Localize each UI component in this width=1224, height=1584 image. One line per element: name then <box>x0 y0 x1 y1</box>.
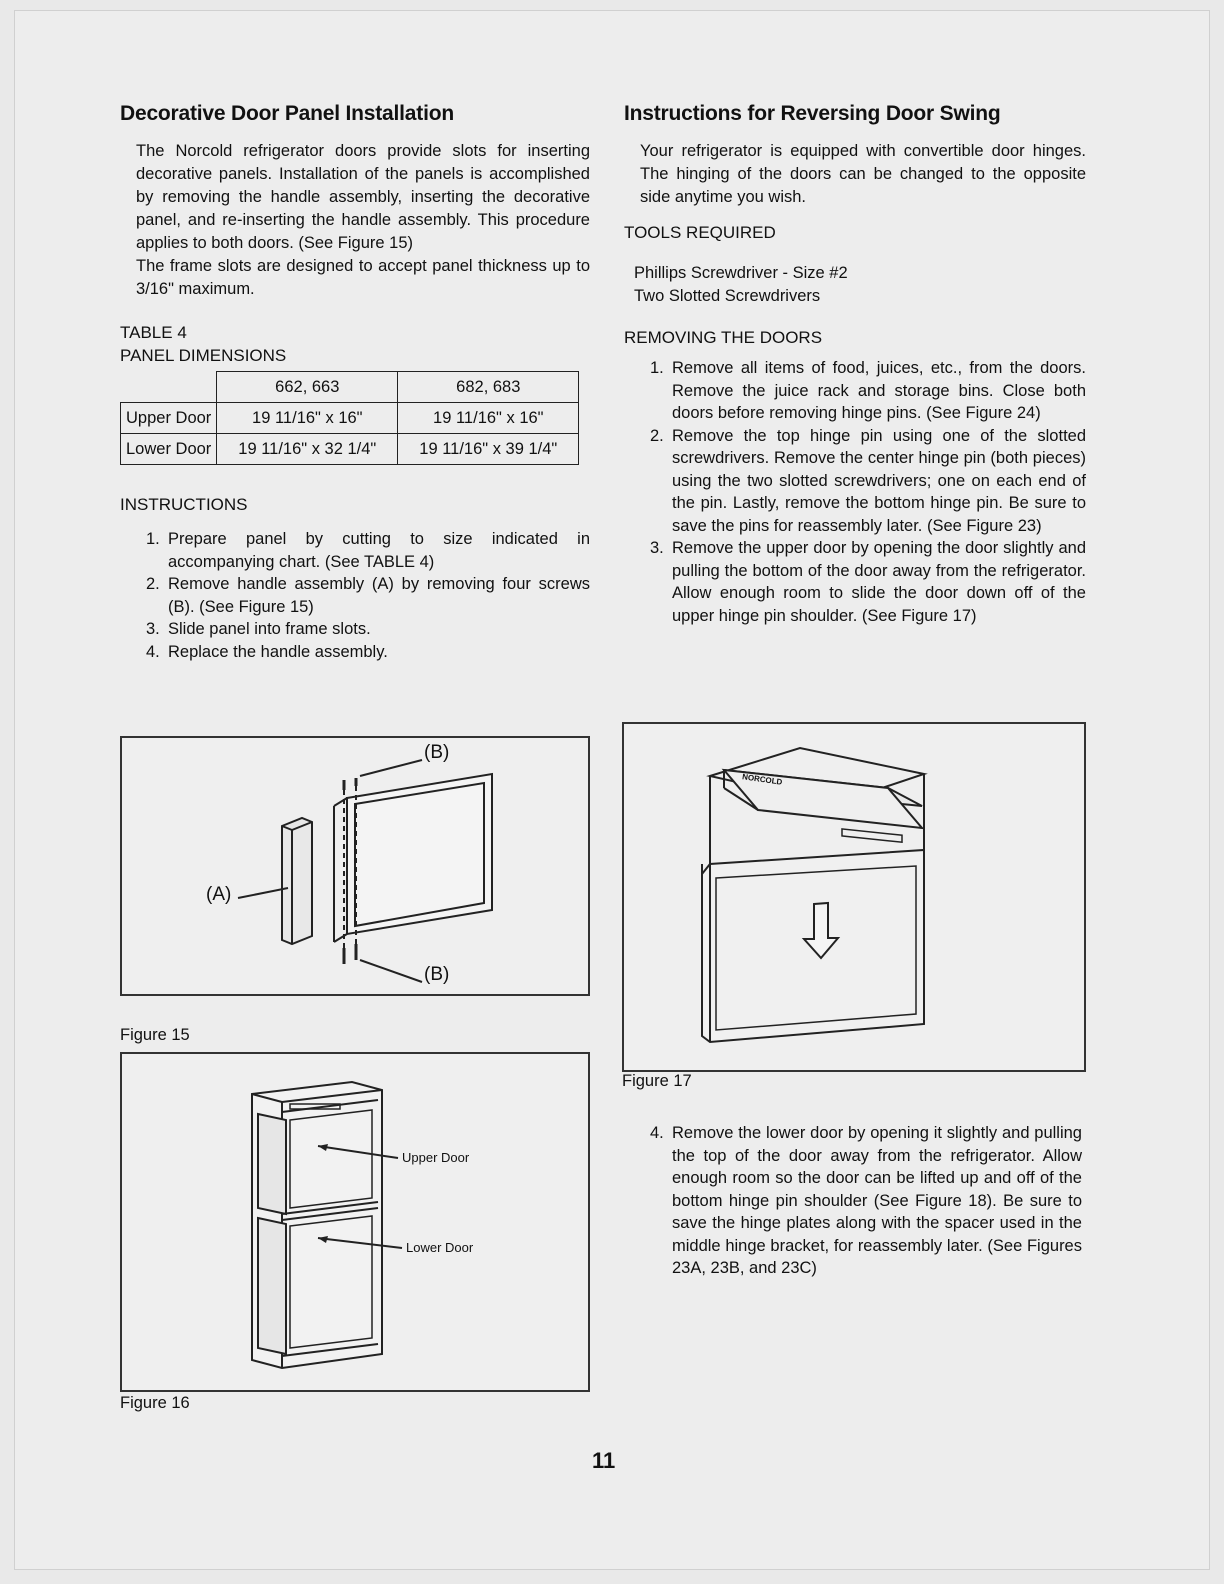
step-number: 1. <box>650 359 664 377</box>
list-item: Two Slotted Screwdrivers <box>634 287 821 305</box>
removing-doors-heading: REMOVING THE DOORS <box>624 328 823 347</box>
reversing-intro: Your refrigerator is equipped with convertible door hinges. The hinging of the doors can be changed to the opposite side anytime you wish. <box>640 142 1086 206</box>
left-column <box>120 102 590 663</box>
figure-17-caption: Figure 17 <box>622 1072 692 1090</box>
frame-note: The frame slots are designed to accept panel thickness up to 3/16" maximum. <box>136 257 590 298</box>
table-corner-cell <box>121 372 217 403</box>
step-text: Slide panel into frame slots. <box>168 620 371 638</box>
table-row-label: Lower Door <box>121 434 217 465</box>
figure-label-a: (A) <box>206 884 232 905</box>
tools-list <box>624 262 1086 308</box>
right-column <box>624 102 1086 627</box>
table-row-label: Upper Door <box>121 403 217 434</box>
step-text: Prepare panel by cutting to size indicated in accompanying chart. (See TABLE 4) <box>168 530 590 571</box>
list-item <box>120 641 590 664</box>
figure-16-caption: Figure 16 <box>120 1394 190 1412</box>
step-number: 4. <box>146 642 160 661</box>
list-item <box>120 618 590 641</box>
step-number: 3. <box>650 539 664 557</box>
table-cell: 19 11/16" x 16" <box>398 403 579 434</box>
norcold-brand-logo: NORCOLD <box>741 772 783 787</box>
table-header-cell: 682, 683 <box>398 372 579 403</box>
panel-frame-illustration <box>122 738 588 994</box>
list-item <box>624 357 1086 425</box>
tools-heading: TOOLS REQUIRED <box>624 223 776 242</box>
panel-dimensions-table <box>120 371 579 465</box>
upper-door-label: Upper Door <box>402 1150 470 1165</box>
figure-16-box <box>120 1052 590 1392</box>
removing-steps-list <box>624 357 1086 627</box>
table-cell: 19 11/16" x 39 1/4" <box>398 434 579 465</box>
figure-15-caption: Figure 15 <box>120 1026 190 1044</box>
step-text: Remove the lower door by opening it slightly and pulling the top of the door away from the refrigerator. Allow enough room so the door can be lifted up and off of the bottom hinge pin shoulder (See Figure 18). Be sure to save the hinge plates along with the spacer used in the middle hinge bracket, for reassembly later. (See Figures 23A, 23B, and 23C) <box>672 1124 1082 1277</box>
step-number: 3. <box>146 620 160 638</box>
list-item <box>624 425 1086 538</box>
table-label: TABLE 4 <box>120 323 187 342</box>
step-number: 2. <box>650 426 664 445</box>
step-number: 1. <box>146 530 160 548</box>
step-text: Remove the top hinge pin using one of the slotted screwdrivers. Remove the center hinge pin (both pieces) using the two slotted screwdrivers; one on each end of the pin. Lastly, remove the bottom hinge pin. Be sure to save the pins for reassembly later. (See Figure 23) <box>672 426 1086 535</box>
list-item <box>624 537 1086 627</box>
table-title: PANEL DIMENSIONS <box>120 346 287 365</box>
figure-17-box <box>622 722 1086 1072</box>
table-header-row <box>121 372 579 403</box>
instructions-heading: INSTRUCTIONS <box>120 495 248 514</box>
list-item <box>624 1122 1082 1280</box>
table-cell: 19 11/16" x 32 1/4" <box>217 434 398 465</box>
table-cell: 19 11/16" x 16" <box>217 403 398 434</box>
table-header-cell: 662, 663 <box>217 372 398 403</box>
table-row <box>121 403 579 434</box>
figure-label-b-bottom: (B) <box>424 964 450 985</box>
figure-15-box <box>120 736 590 996</box>
intro-paragraph: The Norcold refrigerator doors provide slots for inserting decorative panels. Installation of the panels is accomplished by removing the handle assembly, inserting the decorative panel, and re-inserting the handle assembly. This procedure applies to both doors. (See Figure 15) <box>136 142 590 252</box>
list-item <box>120 528 590 573</box>
step-text: Remove the upper door by opening the door slightly and pulling the bottom of the door away from the refrigerator. Allow enough room to slide the door down off of the upper hinge pin shoulder. (See Figure 17) <box>672 539 1086 625</box>
figure-label-b-top: (B) <box>424 742 450 763</box>
lower-door-label: Lower Door <box>406 1240 474 1255</box>
list-item: Phillips Screwdriver - Size #2 <box>634 264 848 282</box>
step-text: Remove handle assembly (A) by removing four screws (B). (See Figure 15) <box>168 575 590 616</box>
instructions-list <box>120 528 590 663</box>
table-row <box>121 434 579 465</box>
list-item <box>120 573 590 618</box>
step-number: 4. <box>650 1124 664 1142</box>
step-text: Replace the handle assembly. <box>168 642 388 661</box>
section-title-decorative-panel: Decorative Door Panel Installation <box>120 102 454 125</box>
section-title-reversing-door: Instructions for Reversing Door Swing <box>624 102 1001 125</box>
upper-door-removal-illustration <box>624 724 1084 1070</box>
step-text: Remove all items of food, juices, etc., from the doors. Remove the juice rack and storage bins. Close both doors before removing hinge pins. (See Figure 24) <box>672 359 1086 422</box>
page-number: 11 <box>592 1448 616 1473</box>
refrigerator-illustration <box>122 1054 588 1390</box>
step-number: 2. <box>146 575 160 593</box>
removing-steps-list-continued <box>624 1122 1082 1280</box>
